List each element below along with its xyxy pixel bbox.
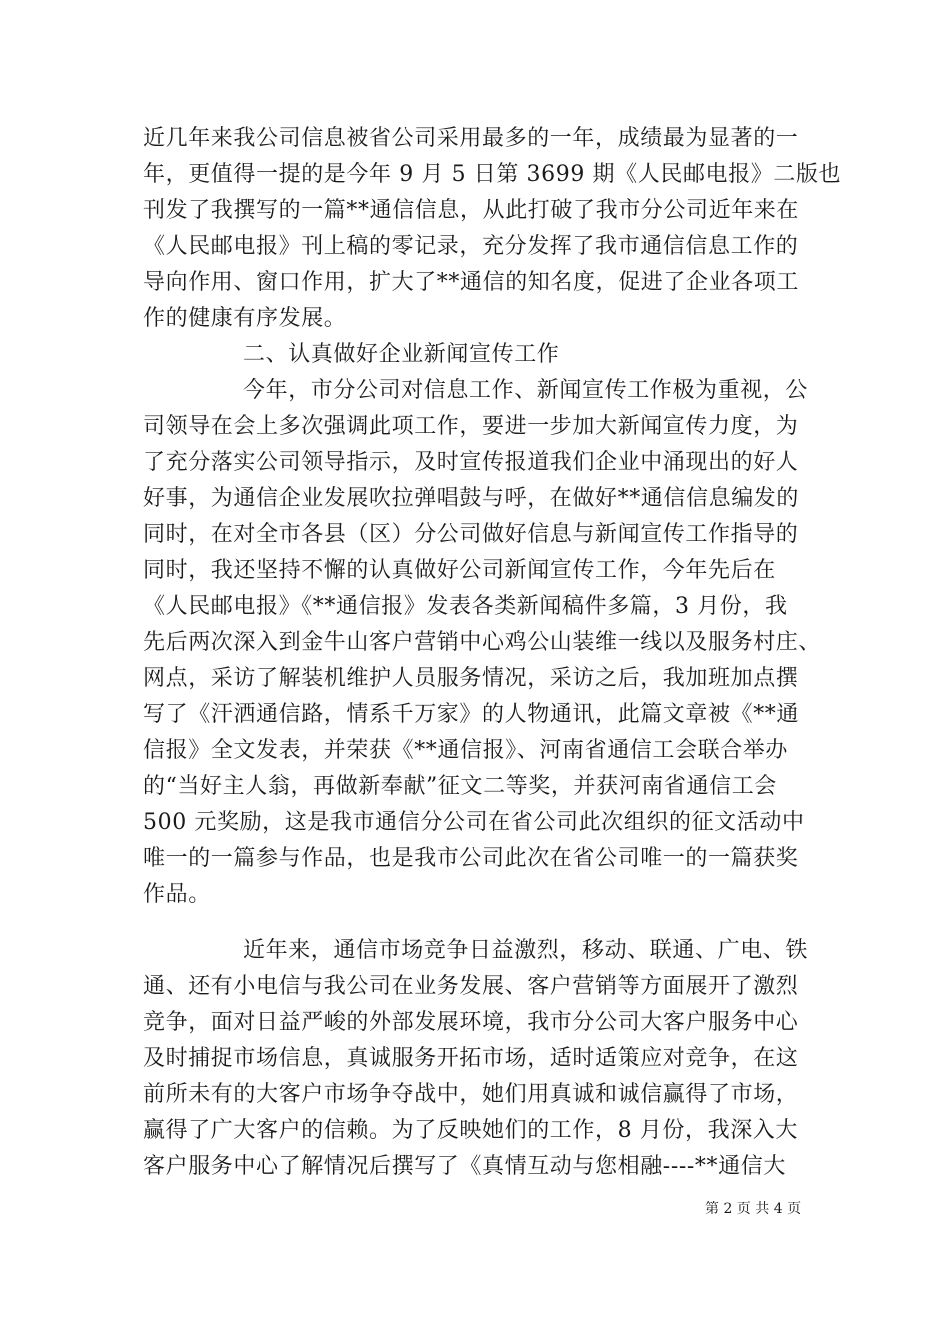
text-line: 赢得了广大客户的信赖。为了反映她们的工作，8 月份，我深入大 xyxy=(143,1118,798,1143)
text-line: 网点，采访了解装机维护人员服务情况，采访之后，我加班加点撰 xyxy=(143,666,799,691)
text-line: 客户服务中心了解情况后撰写了《真情互动与您相融----**通信大 xyxy=(143,1154,786,1179)
text-line: 通、还有小电信与我公司在业务发展、客户营销等方面展开了激烈 xyxy=(143,974,799,999)
text-line: 导向作用、窗口作用，扩大了**通信的知名度，促进了企业各项工 xyxy=(143,270,800,295)
section-heading: 二、认真做好企业新闻宣传工作 xyxy=(243,342,560,367)
text-line: 好事，为通信企业发展吹拉弹唱鼓与呼，在做好**通信信息编发的 xyxy=(143,486,800,511)
text-line: 及时捕捉市场信息，真诚服务开拓市场，适时适策应对竞争，在这 xyxy=(143,1046,799,1071)
text-line: 的“当好主人翁，再做新奉献”征文二等奖，并获河南省通信工会 xyxy=(143,774,777,799)
page-number-footer: 第 2 页 共 4 页 xyxy=(705,1201,802,1217)
text-line: 近年来，通信市场竞争日益激烈，移动、联通、广电、铁 xyxy=(243,938,809,963)
text-line: 同时，我还坚持不懈的认真做好公司新闻宣传工作，今年先后在 xyxy=(143,558,776,583)
text-line: 《人民邮电报》刊上稿的零记录，充分发挥了我市通信信息工作的 xyxy=(143,234,799,259)
text-line: 唯一的一篇参与作品，也是我市公司此次在省公司唯一的一篇获奖 xyxy=(143,846,799,871)
text-line: 近几年来我公司信息被省公司采用最多的一年，成绩最为显著的一 xyxy=(143,126,799,151)
text-line: 刊发了我撰写的一篇**通信信息，从此打破了我市分公司近年来在 xyxy=(143,198,800,223)
text-line: 司领导在会上多次强调此项工作，要进一步加大新闻宣传力度，为 xyxy=(143,414,799,439)
text-line: 500 元奖励，这是我市通信分公司在省公司此次组织的征文活动中 xyxy=(143,810,805,835)
text-line: 先后两次深入到金牛山客户营销中心鸡公山装维一线以及服务村庄、 xyxy=(143,630,822,655)
text-line: 《人民邮电报》《**通信报》发表各类新闻稿件多篇，3 月份，我 xyxy=(143,594,788,619)
text-line: 作品。 xyxy=(143,882,211,907)
text-line: 了充分落实公司领导指示，及时宣传报道我们企业中涌现出的好人 xyxy=(143,450,799,475)
text-line: 同时，在对全市各县（区）分公司做好信息与新闻宣传工作指导的 xyxy=(143,522,799,547)
text-line: 作的健康有序发展。 xyxy=(143,306,347,331)
text-line: 信报》全文发表，并荣获《**通信报》、河南省通信工会联合举办 xyxy=(143,738,789,763)
text-line: 今年，市分公司对信息工作、新闻宣传工作极为重视，公 xyxy=(243,378,809,403)
text-line: 写了《汗洒通信路，情系千万家》的人物通讯，此篇文章被《**通 xyxy=(143,702,800,727)
text-line: 竞争，面对日益严峻的外部发展环境，我市分公司大客户服务中心 xyxy=(143,1010,799,1035)
text-line: 前所未有的大客户市场争夺战中，她们用真诚和诚信赢得了市场， xyxy=(143,1082,799,1107)
text-line: 年，更值得一提的是今年 9 月 5 日第 3699 期《人民邮电报》二版也 xyxy=(143,162,842,187)
